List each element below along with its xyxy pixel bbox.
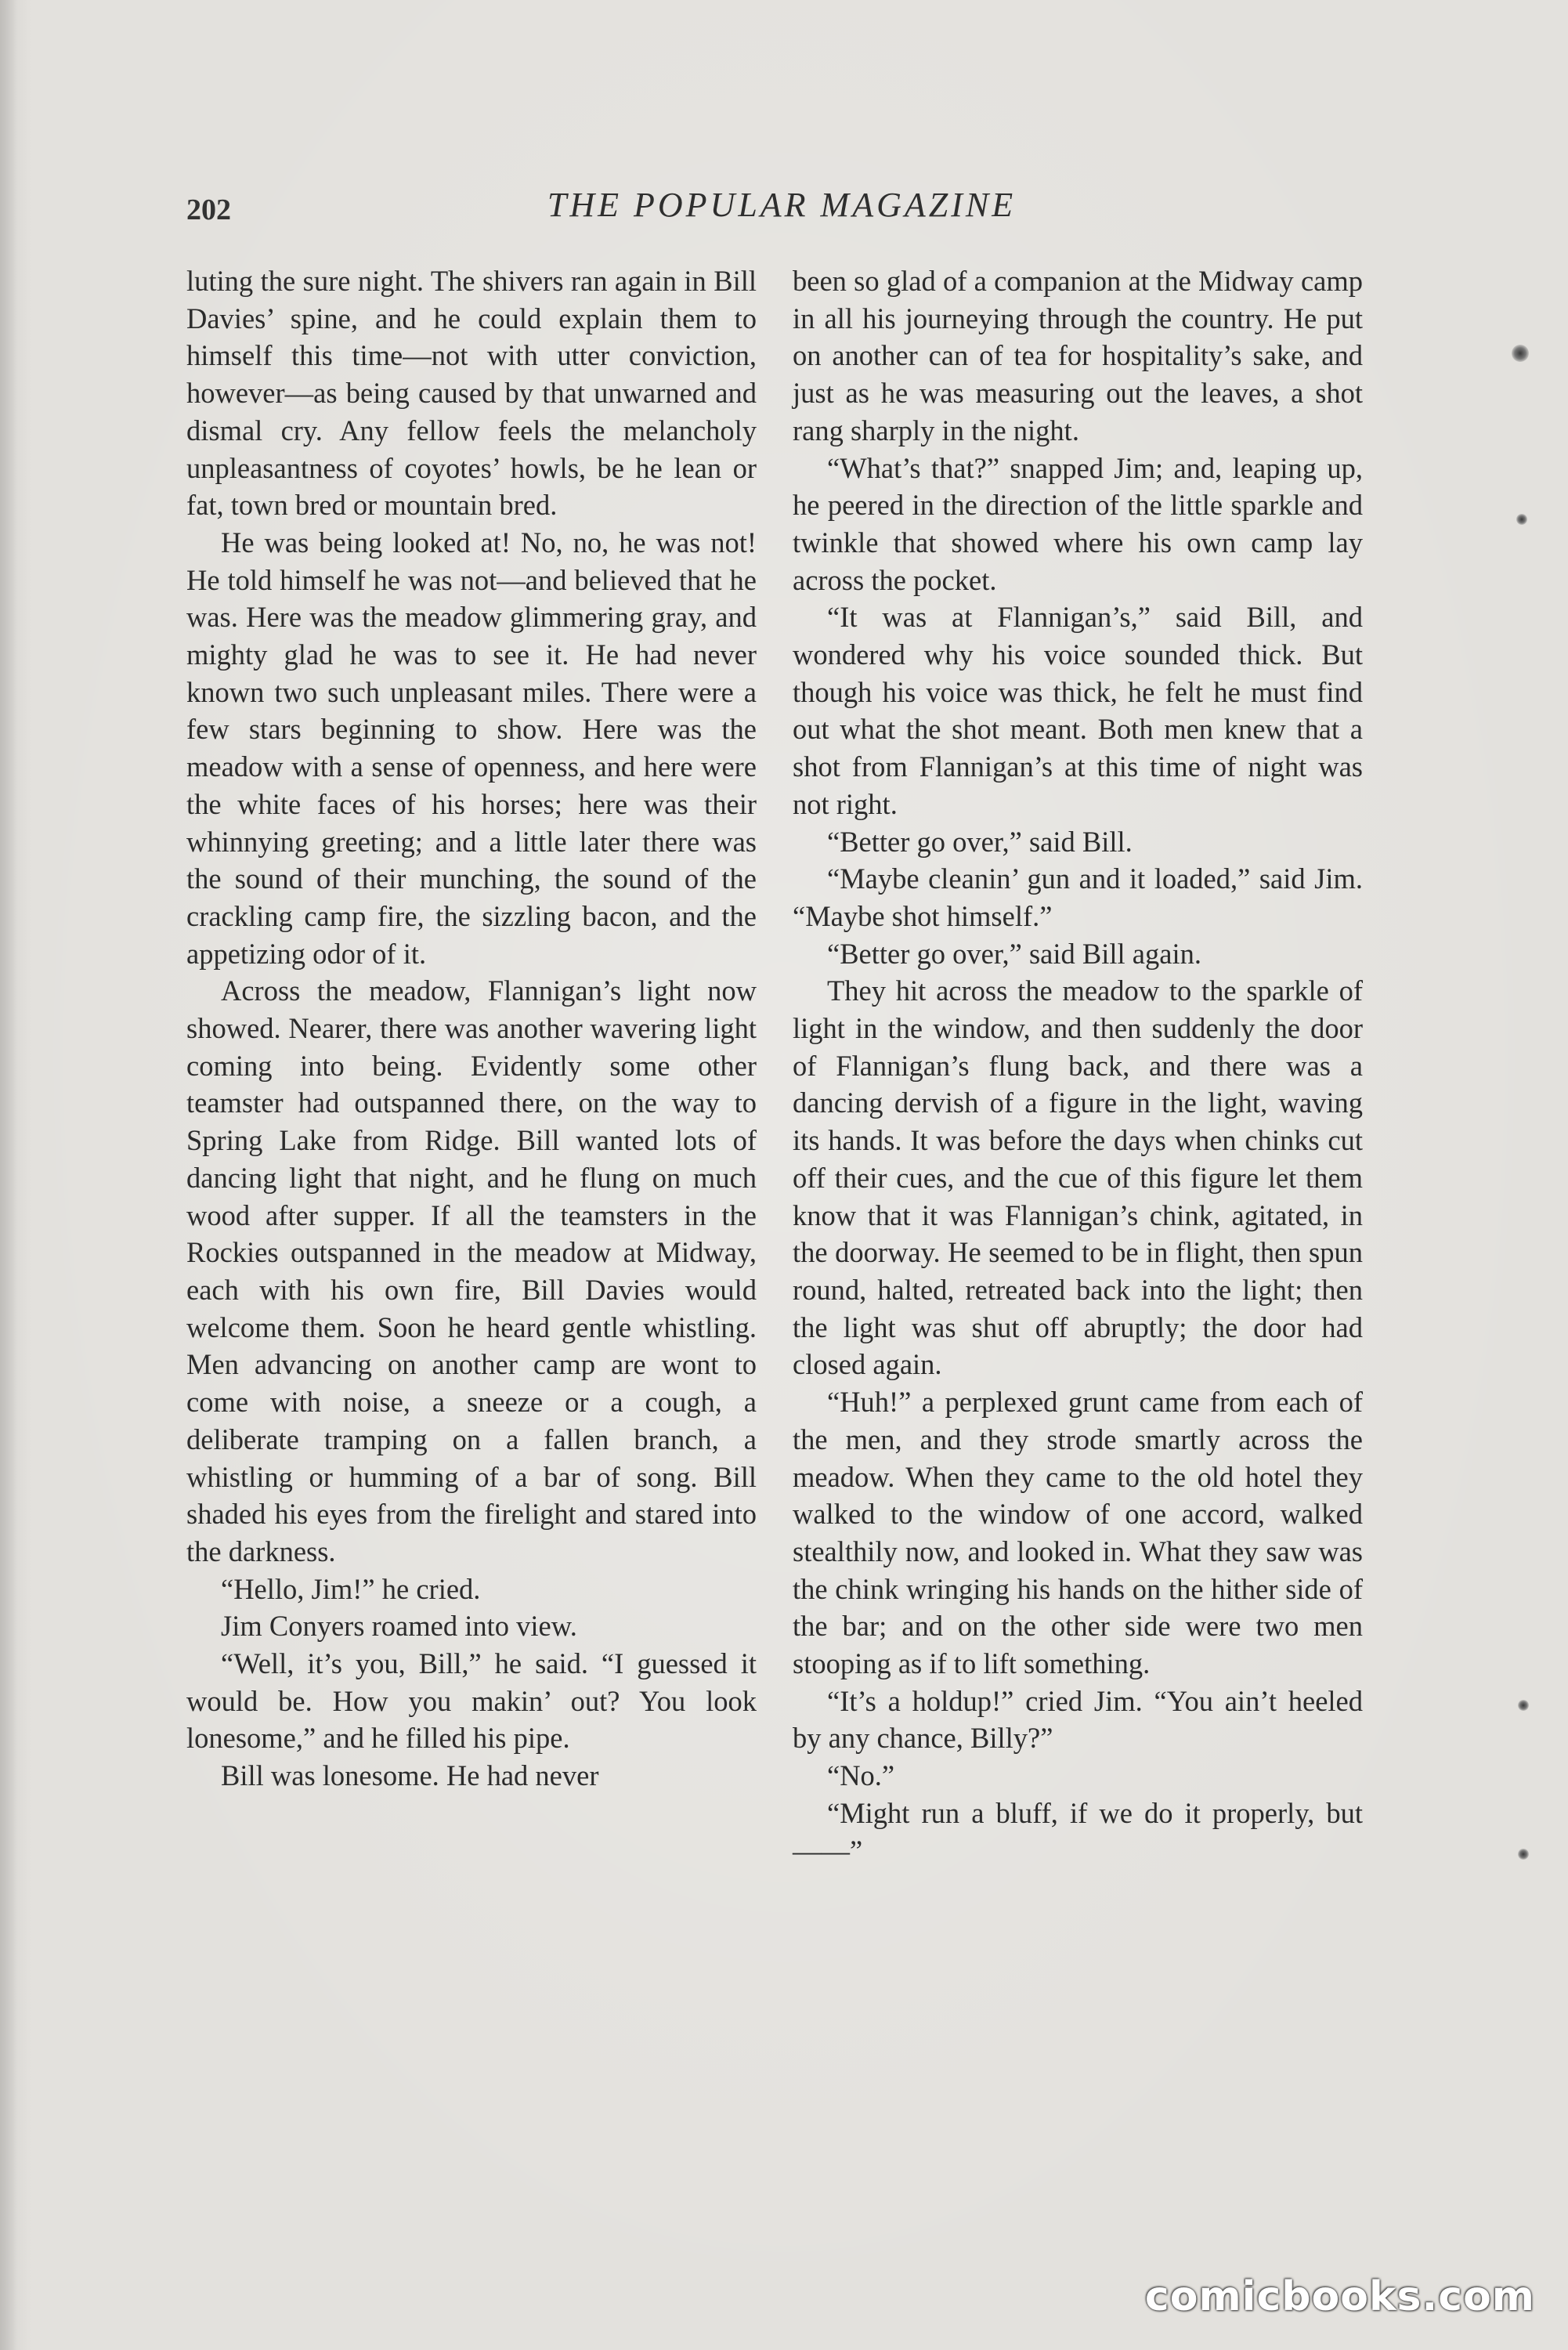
paragraph: “Better go over,” said Bill. (827, 825, 1133, 858)
paragraph: “What’s that?” snapped Jim; and, leaping up, he peered in the direction of the little sparkle and twinkle that showed where his own camp lay across the pocket. (793, 451, 1363, 596)
binding-hole-1 (1512, 345, 1529, 362)
paragraph: “No.” (827, 1759, 895, 1792)
paragraph: “Might run a bluff, if we do it properly, but——” (793, 1796, 1363, 1867)
binding-hole-2 (1516, 514, 1527, 525)
paragraph: “Huh!” a perplexed grunt came from each of the men, and they strode smartly across the meadow. When they came to the old hotel they walked to the window of one accord, walked stealthily now, and looked in. What they saw was the chink wringing his hands on the hither side of the bar; and on the other side were two men stooping as if to lift something. (793, 1386, 1363, 1680)
paragraph: “Hello, Jim!” he cried. (221, 1572, 481, 1605)
running-title: THE POPULAR MAGAZINE (547, 186, 1017, 224)
paragraph: “Better go over,” said Bill again. (827, 937, 1201, 970)
paragraph: Bill was lonesome. He had never (221, 1759, 599, 1792)
paragraph: “Well, it’s you, Bill,” he said. “I guessed it would be. How you makin’ out? You look lonesome,” and he filled his pipe. (186, 1647, 757, 1755)
paragraph: luting the sure night. The shivers ran again in Bill Davies’ spine, and he could explain them to himself this time—not with utter conviction, however—as being caused by that unwarned and dismal cry. Any fellow feels the melancholy unpleasantness of coyotes’ howls, be he lean or fat, town bred or mountain bred. (186, 265, 757, 522)
page-header (186, 185, 1361, 240)
page-edge-shadow (0, 0, 17, 2350)
paragraph: been so glad of a companion at the Midway camp in all his journeying through the country. He put on another can of tea for hospitality’s sake, and just as he was measuring out the leaves, a shot rang sharply in the night. (793, 265, 1363, 446)
paragraph: They hit across the meadow to the sparkle of light in the window, and then suddenly the door of Flannigan’s flung back, and there was a dancing dervish of a figure in the light, waving its hands. It was before the days when chinks cut off their cues, and the cue of this figure let them know that it was Flannigan’s chink, agitated, in the doorway. He seemed to be in flight, then spun round, halted, retreated back into the light; then the light was shut off abruptly; the door had closed again. (793, 974, 1363, 1381)
binding-hole-3 (1518, 1700, 1529, 1711)
page-number: 202 (186, 193, 231, 226)
paragraph: Jim Conyers roamed into view. (221, 1610, 577, 1643)
binding-hole-4 (1518, 1849, 1529, 1860)
watermark-logo: comicbooks.com (1144, 2273, 1535, 2320)
paragraph: Across the meadow, Flannigan’s light now showed. Nearer, there was another wavering light coming into being. Evidently some other teamster had outspanned there, on the way to Spring Lake from Ridge. Bill wanted lots of dancing light that night, and he flung on much wood after supper. If all the teamsters in the Rockies outspanned in the meadow at Midway, each with his own fire, Bill Davies would welcome them. Soon he heard gentle whistling. Men advancing on another camp are wont to come with noise, a sneeze or a cough, a deliberate tramping on a fallen branch, a whistling or humming of a bar of song. Bill shaded his eyes from the firelight and stared into the darkness. (186, 974, 757, 1567)
paragraph: He was being looked at! No, no, he was not! He told himself he was not—and believed that he was. Here was the meadow glimmering gray, and mighty glad he was to see it. He had never known two such unpleasant miles. There were a few stars beginning to show. Here was the meadow with a sense of openness, and here were the white faces of his horses; here was their whinnying greeting; and a little later there was the sound of their munching, the sound of the crackling camp fire, the sizzling bacon, and the appetizing odor of it. (186, 526, 757, 970)
paragraph: “Maybe cleanin’ gun and it loaded,” said Jim. “Maybe shot himself.” (793, 862, 1363, 932)
paragraph: “It was at Flannigan’s,” said Bill, and wondered why his voice sounded thick. But though his voice was thick, he felt he must find out what the shot meant. Both men knew that a shot from Flannigan’s at this time of night was not right. (793, 601, 1363, 820)
left-column (186, 262, 757, 1795)
paragraph: “It’s a holdup!” cried Jim. “You ain’t heeled by any chance, Billy?” (793, 1684, 1363, 1755)
right-column (793, 262, 1363, 1869)
